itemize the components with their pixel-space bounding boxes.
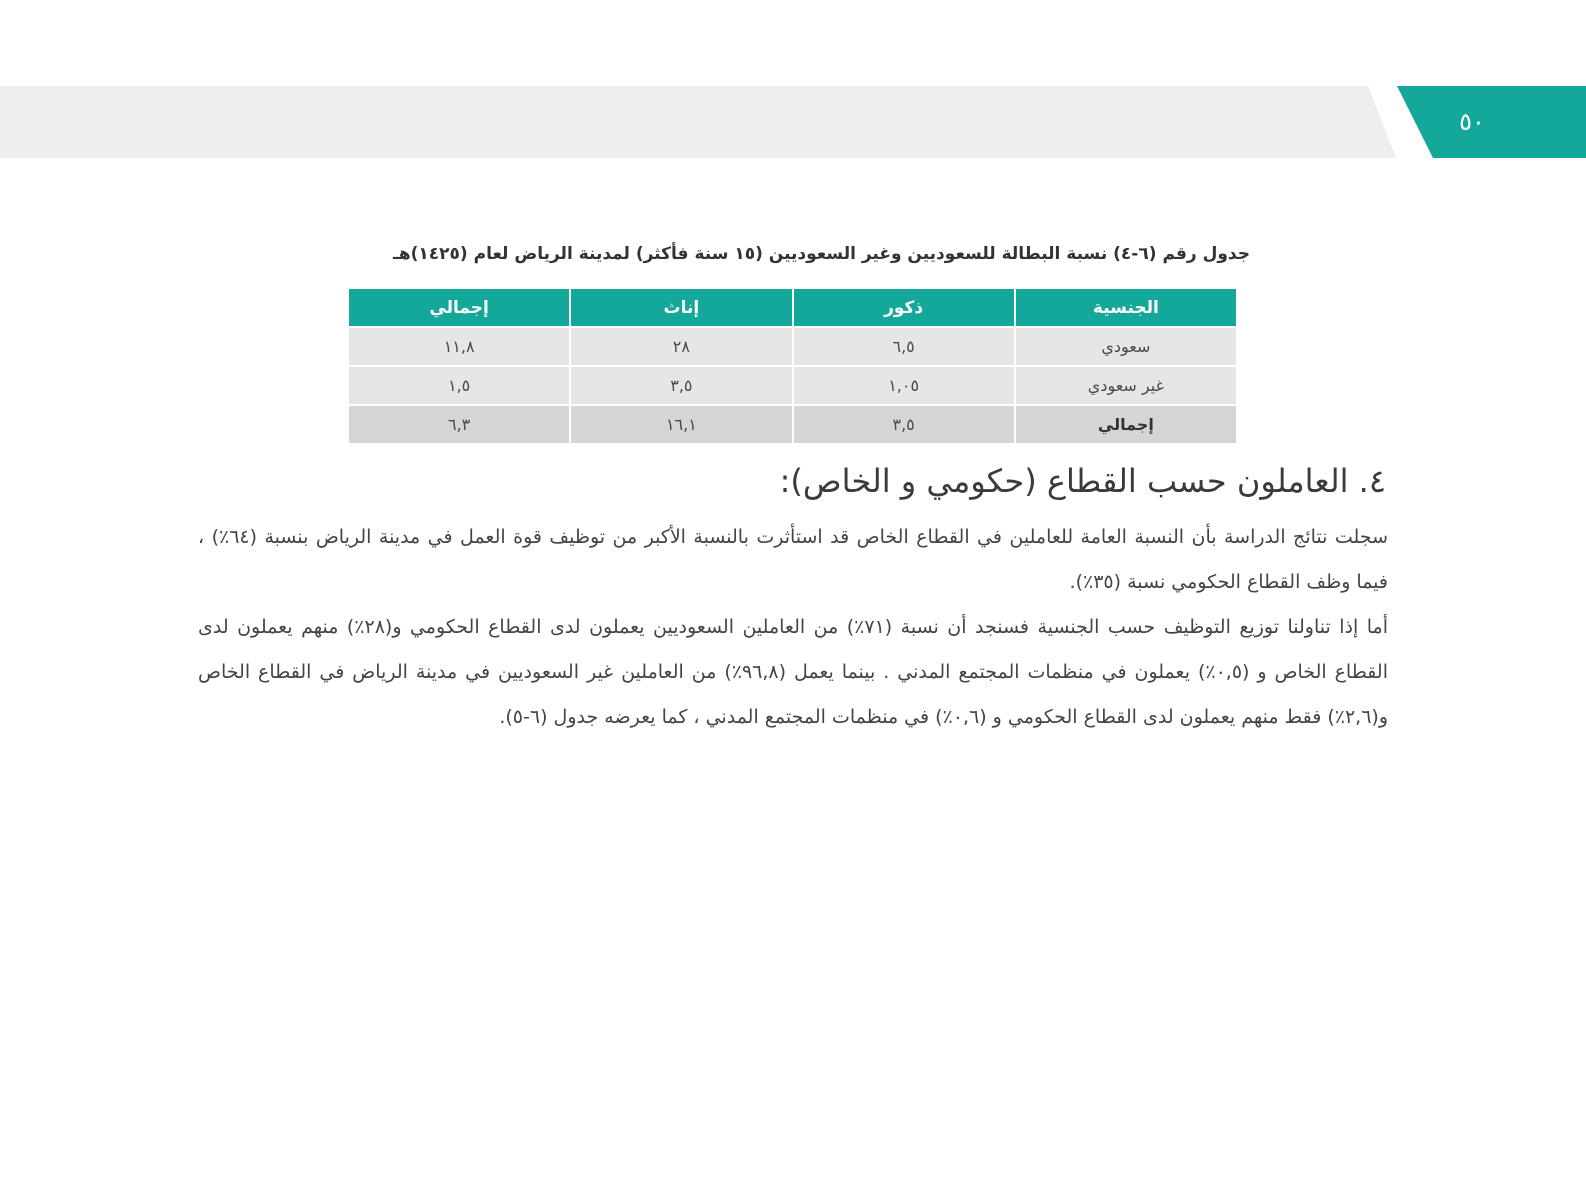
table-cell: ١٦,١ xyxy=(570,405,792,444)
table-cell: ١,٥ xyxy=(348,366,570,405)
table-row-total xyxy=(348,405,1237,444)
table-cell: ٦,٥ xyxy=(793,327,1015,366)
row-label-non-saudi: غير سعودي xyxy=(1015,366,1237,405)
row-label-total: إجمالي xyxy=(1015,405,1237,444)
row-label-saudi: سعودي xyxy=(1015,327,1237,366)
table-cell: ١,٠٥ xyxy=(793,366,1015,405)
section-body xyxy=(198,515,1388,740)
table-cell: ٣,٥ xyxy=(793,405,1015,444)
table-cell: ١١,٨ xyxy=(348,327,570,366)
paragraph: أما إذا تناولنا توزيع التوظيف حسب الجنسية فسنجد أن نسبة (٧١٪) من العاملين السعوديين يعملون لدى القطاع الحكومي و(٢٨٪) منهم يعملون لدى القطاع الخاص و (٠,٥٪) يعملون في منظمات المجتمع المدني . بينما يعمل (٩٦,٨٪) من العاملين غير السعوديين في مدينة الرياض في القطاع الخاص و(٢,٦٪) فقط منهم يعملون لدى القطاع الحكومي و (٠,٦٪) في منظمات المجتمع المدني ، كما يعرضه جدول (٦-٥). xyxy=(198,616,1388,728)
table-caption: جدول رقم (٦-٤) نسبة البطالة للسعوديين وغير السعوديين (١٥ سنة فأكثر) لمدينة الرياض لعام (١٤٢٥)هـ xyxy=(393,244,1250,264)
column-header-total: إجمالي xyxy=(348,288,570,327)
column-header-males: ذكور xyxy=(793,288,1015,327)
page-number: ٥٠ xyxy=(1459,108,1485,136)
column-header-females: إناث xyxy=(570,288,792,327)
table-cell: ٣,٥ xyxy=(570,366,792,405)
table-cell: ٢٨ xyxy=(570,327,792,366)
table-row xyxy=(348,327,1237,366)
paragraph: سجلت نتائج الدراسة بأن النسبة العامة للعاملين في القطاع الخاص قد استأثرت بالنسبة الأكبر من توظيف قوة العمل في مدينة الرياض بنسبة (٦٤٪) ، فيما وظف القطاع الحكومي نسبة (٣٥٪). xyxy=(198,526,1388,593)
header-band xyxy=(0,86,1586,158)
table-cell: ٦,٣ xyxy=(348,405,570,444)
header-gray-band xyxy=(0,86,1396,158)
table-header-row xyxy=(348,288,1237,327)
header-band-shape xyxy=(0,86,1586,158)
table-row xyxy=(348,366,1237,405)
unemployment-table xyxy=(347,287,1238,445)
section-heading: ٤. العاملون حسب القطاع (حكومي و الخاص): xyxy=(779,462,1386,500)
column-header-nationality: الجنسية xyxy=(1015,288,1237,327)
